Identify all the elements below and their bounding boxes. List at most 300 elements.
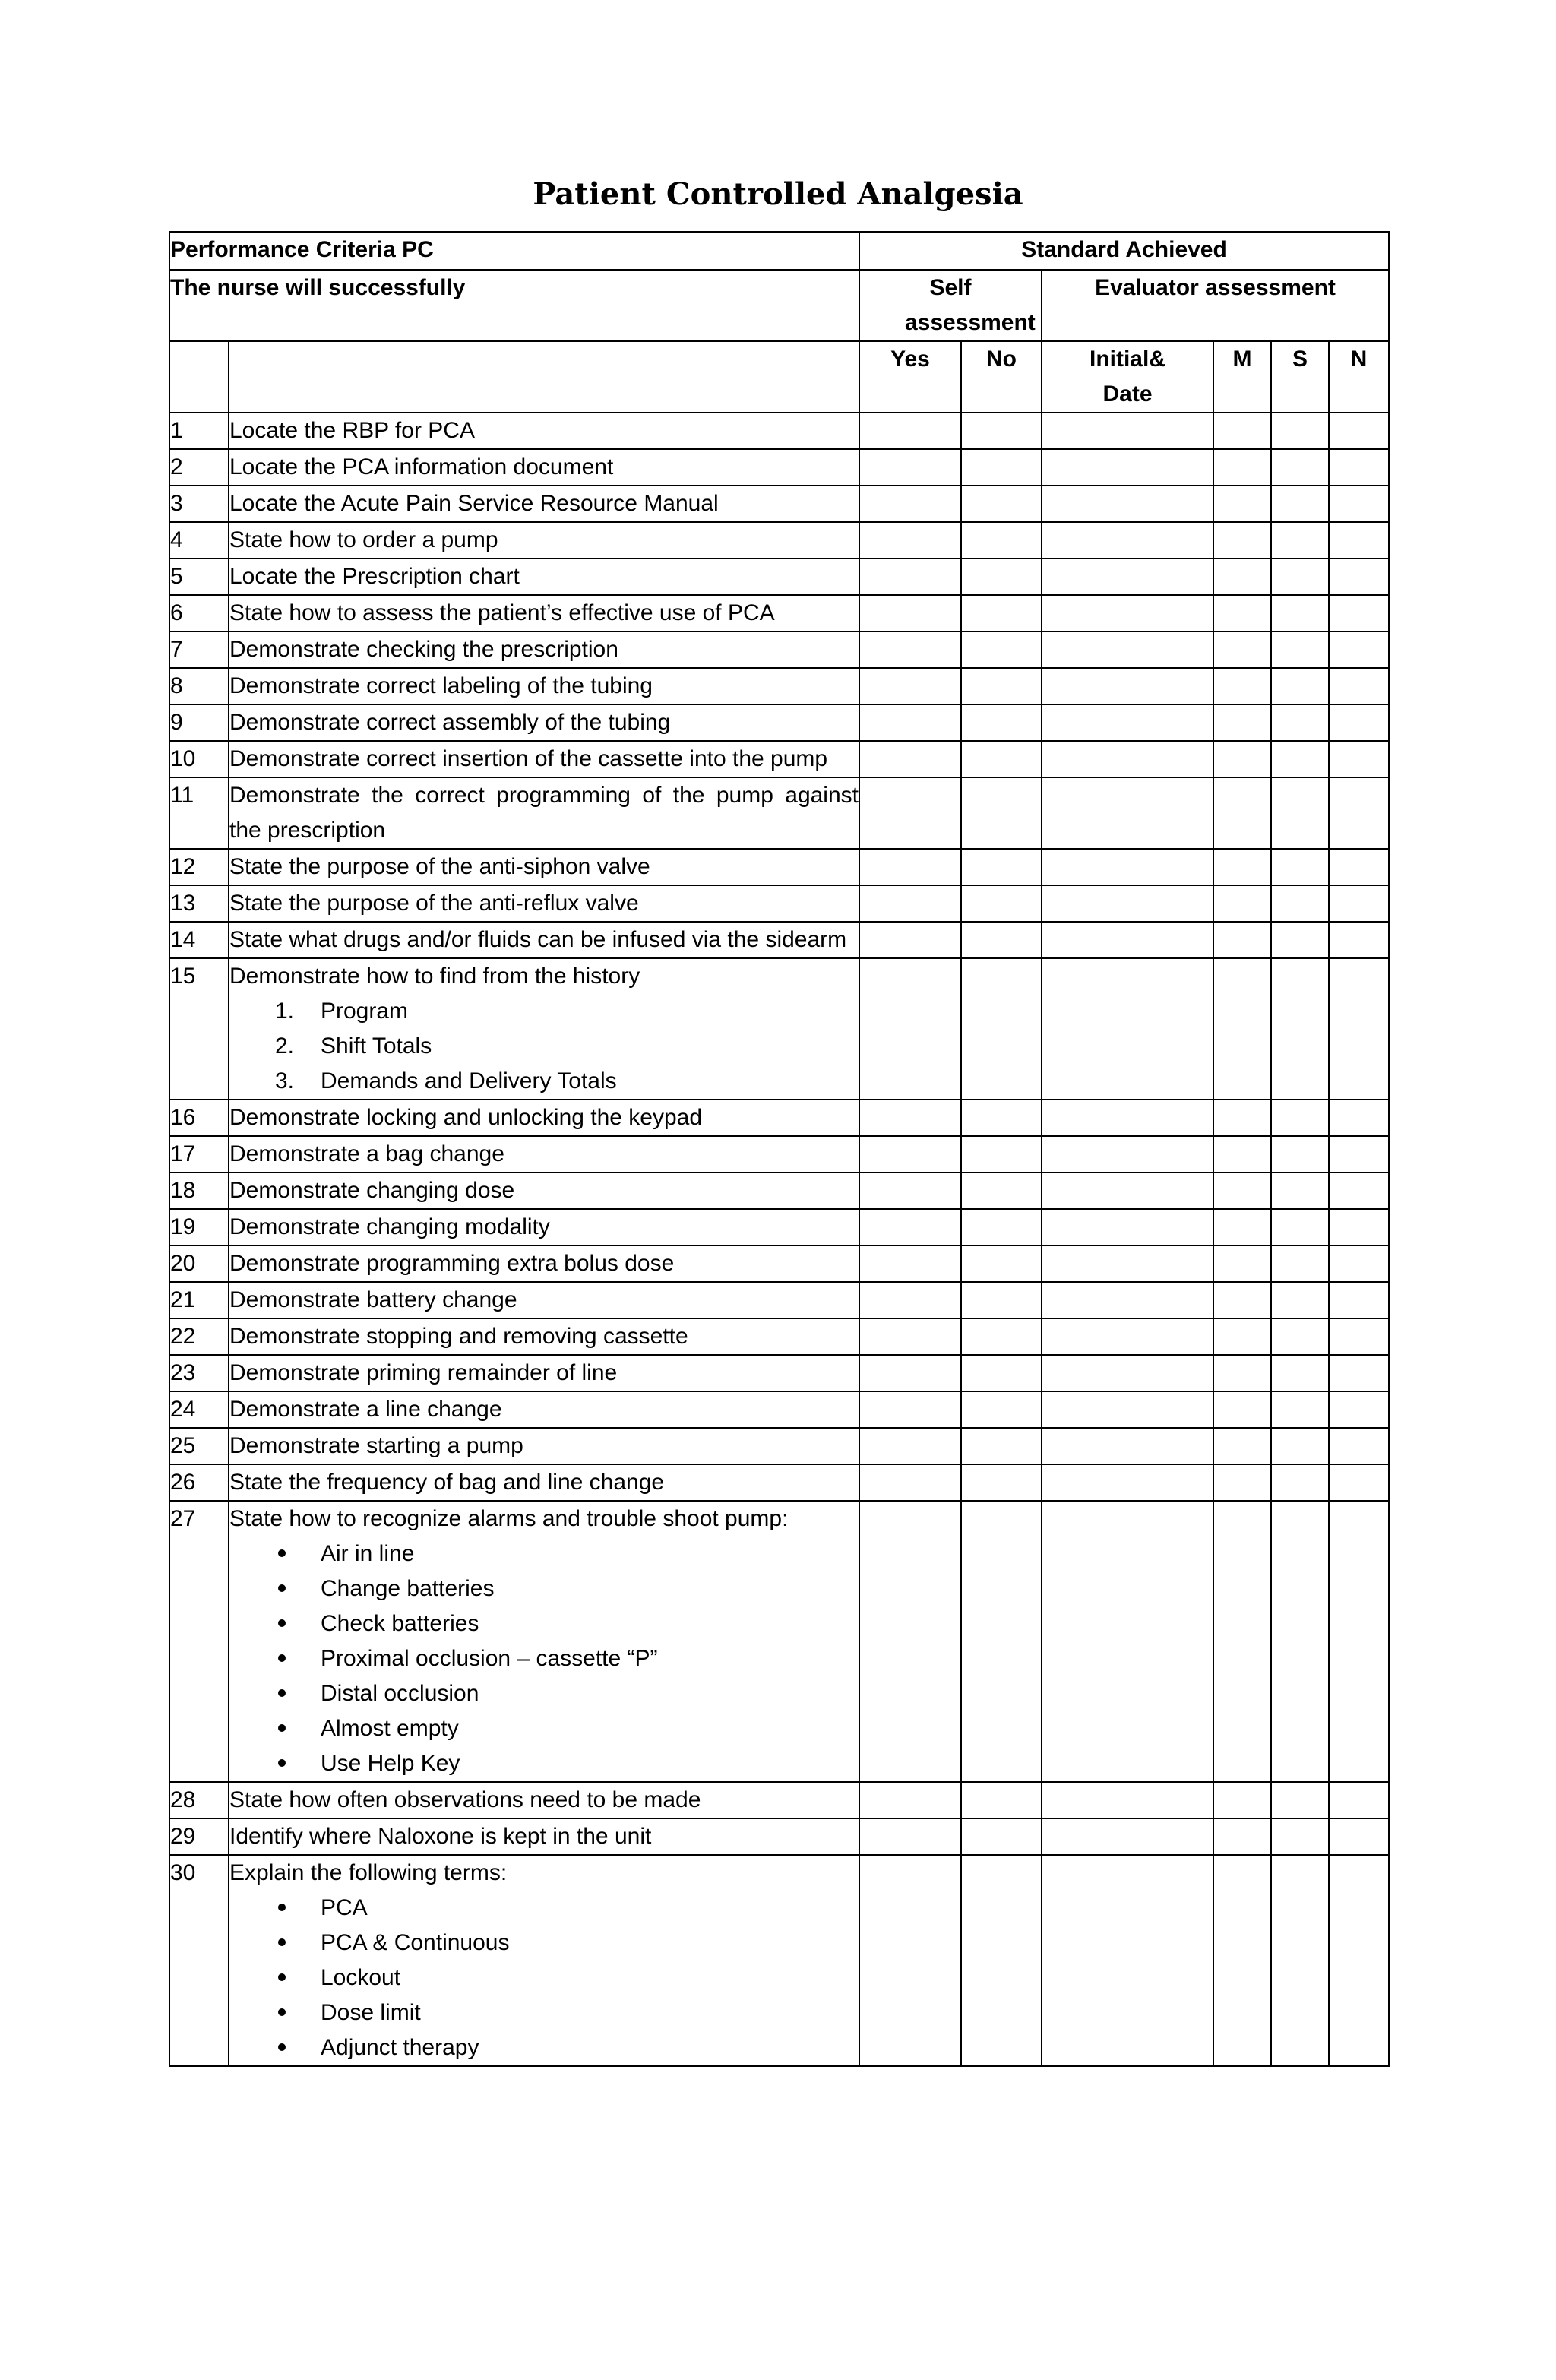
self-no-cell[interactable] xyxy=(961,777,1042,849)
initial-date-cell[interactable] xyxy=(1042,486,1213,522)
m-cell[interactable] xyxy=(1213,559,1271,595)
m-cell[interactable] xyxy=(1213,1245,1271,1282)
self-no-cell[interactable] xyxy=(961,668,1042,704)
self-yes-cell[interactable] xyxy=(859,449,961,486)
row-number: 18 xyxy=(169,1173,229,1209)
self-yes-cell[interactable] xyxy=(859,413,961,449)
self-yes-cell[interactable] xyxy=(859,486,961,522)
criterion-text: Demonstrate the correct programming of the pump against the prescription xyxy=(229,783,859,843)
n-cell[interactable] xyxy=(1329,631,1389,668)
list-number: 2. xyxy=(275,1033,295,1059)
n-cell[interactable] xyxy=(1329,1464,1389,1501)
page-title: Patient Controlled Analgesia xyxy=(533,176,1023,212)
table-row xyxy=(169,1209,1389,1245)
s-cell[interactable] xyxy=(1271,522,1329,559)
self-yes-cell[interactable] xyxy=(859,849,961,885)
standard-achieved-header: Standard Achieved xyxy=(859,232,1389,270)
self-no-cell[interactable] xyxy=(961,1282,1042,1318)
table-row xyxy=(169,1173,1389,1209)
initial-date-cell[interactable] xyxy=(1042,631,1213,668)
s-cell[interactable] xyxy=(1271,1136,1329,1173)
s-cell[interactable] xyxy=(1271,1100,1329,1136)
row-number: 4 xyxy=(169,522,229,559)
self-no-cell[interactable] xyxy=(961,1391,1042,1428)
bullet-icon xyxy=(275,2030,305,2065)
m-header: M xyxy=(1213,341,1271,413)
n-cell[interactable] xyxy=(1329,668,1389,704)
initial-date-cell[interactable] xyxy=(1042,668,1213,704)
n-cell[interactable] xyxy=(1329,1136,1389,1173)
list-item-text: Adjunct therapy xyxy=(321,2035,479,2060)
bullet-icon xyxy=(275,1571,305,1606)
initial-date-cell[interactable] xyxy=(1042,1391,1213,1428)
n-cell[interactable] xyxy=(1329,1282,1389,1318)
self-no-cell[interactable] xyxy=(961,1818,1042,1855)
initial-date-cell[interactable] xyxy=(1042,1428,1213,1464)
list-item xyxy=(229,1064,859,1099)
self-no-cell[interactable] xyxy=(961,704,1042,741)
self-yes-cell[interactable] xyxy=(859,559,961,595)
list-item xyxy=(229,1891,859,1926)
table-row xyxy=(169,1501,1389,1782)
s-cell[interactable] xyxy=(1271,1391,1329,1428)
n-cell[interactable] xyxy=(1329,486,1389,522)
self-yes-cell[interactable] xyxy=(859,1782,961,1818)
table-row xyxy=(169,1782,1389,1818)
m-cell[interactable] xyxy=(1213,704,1271,741)
s-cell[interactable] xyxy=(1271,885,1329,922)
self-no-cell[interactable] xyxy=(961,1782,1042,1818)
m-cell[interactable] xyxy=(1213,1782,1271,1818)
criterion-text: State how to recognize alarms and trouble shoot pump: xyxy=(229,1506,789,1531)
self-no-cell[interactable] xyxy=(961,922,1042,958)
initial-date-cell[interactable] xyxy=(1042,595,1213,631)
self-yes-cell[interactable] xyxy=(859,1501,961,1782)
self-no-cell[interactable] xyxy=(961,522,1042,559)
row-number: 28 xyxy=(169,1782,229,1818)
self-yes-cell[interactable] xyxy=(859,1428,961,1464)
initial-date-cell[interactable] xyxy=(1042,1782,1213,1818)
criterion-text: Demonstrate priming remainder of line xyxy=(229,1360,618,1385)
initial-date-cell[interactable] xyxy=(1042,922,1213,958)
m-cell[interactable] xyxy=(1213,922,1271,958)
n-cell[interactable] xyxy=(1329,1501,1389,1782)
n-cell[interactable] xyxy=(1329,1428,1389,1464)
row-number: 13 xyxy=(169,885,229,922)
self-no-cell[interactable] xyxy=(961,1318,1042,1355)
n-cell[interactable] xyxy=(1329,595,1389,631)
self-yes-cell[interactable] xyxy=(859,704,961,741)
criterion-sub-list xyxy=(229,994,859,1099)
row-number: 27 xyxy=(169,1501,229,1782)
evaluator-assessment-header: Evaluator assessment xyxy=(1042,270,1389,341)
list-item xyxy=(229,1926,859,1961)
initial-date-cell[interactable] xyxy=(1042,777,1213,849)
list-item-text: Distal occlusion xyxy=(321,1681,479,1706)
criterion-cell xyxy=(229,413,859,449)
m-cell[interactable] xyxy=(1213,1209,1271,1245)
criterion-cell xyxy=(229,1818,859,1855)
list-item-text: Shift Totals xyxy=(321,1033,432,1059)
criterion-text: Demonstrate changing modality xyxy=(229,1214,550,1239)
n-cell[interactable] xyxy=(1329,704,1389,741)
table-row xyxy=(169,595,1389,631)
n-cell[interactable] xyxy=(1329,741,1389,777)
table-row xyxy=(169,885,1389,922)
self-no-cell[interactable] xyxy=(961,1136,1042,1173)
criterion-cell xyxy=(229,958,859,1100)
table-row xyxy=(169,413,1389,449)
table-row xyxy=(169,1464,1389,1501)
list-item xyxy=(229,994,859,1029)
s-cell[interactable] xyxy=(1271,1464,1329,1501)
initial-date-cell[interactable] xyxy=(1042,849,1213,885)
s-header: S xyxy=(1271,341,1329,413)
list-number: 1. xyxy=(275,999,295,1024)
n-cell[interactable] xyxy=(1329,922,1389,958)
criterion-cell xyxy=(229,559,859,595)
s-cell[interactable] xyxy=(1271,413,1329,449)
m-cell[interactable] xyxy=(1213,1318,1271,1355)
criterion-cell xyxy=(229,1355,859,1391)
initial-date-cell[interactable] xyxy=(1042,1318,1213,1355)
criterion-text: State how to order a pump xyxy=(229,527,498,552)
s-cell[interactable] xyxy=(1271,704,1329,741)
criterion-cell xyxy=(229,741,859,777)
self-no-cell[interactable] xyxy=(961,1100,1042,1136)
initial-date-cell[interactable] xyxy=(1042,1173,1213,1209)
self-no-cell[interactable] xyxy=(961,631,1042,668)
criterion-text: State what drugs and/or fluids can be infused via the sidearm xyxy=(229,927,847,952)
self-no-cell[interactable] xyxy=(961,958,1042,1100)
performance-criteria-header: Performance Criteria PC xyxy=(169,232,859,270)
initial-date-cell[interactable] xyxy=(1042,885,1213,922)
row-number: 15 xyxy=(169,958,229,1100)
row-number: 12 xyxy=(169,849,229,885)
table-row xyxy=(169,849,1389,885)
initial-date-cell[interactable] xyxy=(1042,1501,1213,1782)
initial-date-cell[interactable] xyxy=(1042,1209,1213,1245)
table-row xyxy=(169,1391,1389,1428)
self-no-cell[interactable] xyxy=(961,595,1042,631)
m-cell[interactable] xyxy=(1213,1173,1271,1209)
criterion-text: State how to assess the patient’s effective use of PCA xyxy=(229,600,775,625)
self-yes-cell[interactable] xyxy=(859,885,961,922)
self-yes-cell[interactable] xyxy=(859,741,961,777)
m-cell[interactable] xyxy=(1213,1464,1271,1501)
n-cell[interactable] xyxy=(1329,1782,1389,1818)
criterion-text: Demonstrate correct labeling of the tubing xyxy=(229,673,653,698)
self-yes-cell[interactable] xyxy=(859,1855,961,2066)
self-yes-cell[interactable] xyxy=(859,1209,961,1245)
criterion-text: Demonstrate programming extra bolus dose xyxy=(229,1251,675,1276)
initial-date-cell[interactable] xyxy=(1042,1136,1213,1173)
criterion-text: Locate the PCA information document xyxy=(229,454,614,479)
s-cell[interactable] xyxy=(1271,559,1329,595)
m-cell[interactable] xyxy=(1213,522,1271,559)
bullet-icon xyxy=(275,1746,305,1781)
self-no-cell[interactable] xyxy=(961,1464,1042,1501)
s-cell[interactable] xyxy=(1271,486,1329,522)
m-cell[interactable] xyxy=(1213,885,1271,922)
initial-date-cell[interactable] xyxy=(1042,1245,1213,1282)
s-cell[interactable] xyxy=(1271,1501,1329,1782)
criterion-cell xyxy=(229,1245,859,1282)
s-cell[interactable] xyxy=(1271,849,1329,885)
n-cell[interactable] xyxy=(1329,958,1389,1100)
n-cell[interactable] xyxy=(1329,1818,1389,1855)
initial-date-cell[interactable] xyxy=(1042,741,1213,777)
s-cell[interactable] xyxy=(1271,741,1329,777)
self-yes-cell[interactable] xyxy=(859,1100,961,1136)
n-cell[interactable] xyxy=(1329,1855,1389,2066)
list-item xyxy=(229,1537,859,1571)
m-cell[interactable] xyxy=(1213,849,1271,885)
n-cell[interactable] xyxy=(1329,522,1389,559)
initial-date-cell[interactable] xyxy=(1042,958,1213,1100)
n-cell[interactable] xyxy=(1329,1355,1389,1391)
initial-date-cell[interactable] xyxy=(1042,1282,1213,1318)
row-number: 6 xyxy=(169,595,229,631)
m-cell[interactable] xyxy=(1213,486,1271,522)
criterion-text: Demonstrate a bag change xyxy=(229,1141,504,1166)
criterion-cell xyxy=(229,1782,859,1818)
list-item-text: Check batteries xyxy=(321,1611,479,1636)
criterion-cell xyxy=(229,885,859,922)
m-cell[interactable] xyxy=(1213,631,1271,668)
bullet-icon xyxy=(275,1926,305,1961)
row-number: 9 xyxy=(169,704,229,741)
s-cell[interactable] xyxy=(1271,1782,1329,1818)
self-assessment-label: Self assessment xyxy=(905,275,1036,335)
s-cell[interactable] xyxy=(1271,1173,1329,1209)
self-yes-cell[interactable] xyxy=(859,958,961,1100)
row-number: 2 xyxy=(169,449,229,486)
list-item xyxy=(229,1029,859,1064)
s-cell[interactable] xyxy=(1271,595,1329,631)
s-cell[interactable] xyxy=(1271,1318,1329,1355)
self-yes-cell[interactable] xyxy=(859,1318,961,1355)
m-cell[interactable] xyxy=(1213,1391,1271,1428)
s-cell[interactable] xyxy=(1271,1855,1329,2066)
bullet-icon xyxy=(275,1995,305,2030)
initial-date-header xyxy=(1042,341,1213,413)
self-yes-cell[interactable] xyxy=(859,1391,961,1428)
self-no-cell[interactable] xyxy=(961,413,1042,449)
list-item xyxy=(229,1711,859,1746)
self-yes-cell[interactable] xyxy=(859,1464,961,1501)
table-row xyxy=(169,559,1389,595)
list-item-text: PCA & Continuous xyxy=(321,1930,510,1955)
n-cell[interactable] xyxy=(1329,1245,1389,1282)
row-number: 29 xyxy=(169,1818,229,1855)
self-yes-cell[interactable] xyxy=(859,1173,961,1209)
m-cell[interactable] xyxy=(1213,1355,1271,1391)
criterion-text: State how often observations need to be made xyxy=(229,1787,701,1812)
m-cell[interactable] xyxy=(1213,413,1271,449)
criterion-text: Demonstrate checking the prescription xyxy=(229,637,618,662)
s-cell[interactable] xyxy=(1271,922,1329,958)
s-cell[interactable] xyxy=(1271,449,1329,486)
s-cell[interactable] xyxy=(1271,1282,1329,1318)
initial-date-cell[interactable] xyxy=(1042,1818,1213,1855)
criterion-text: State the purpose of the anti-reflux valve xyxy=(229,891,639,916)
list-item-text: Program xyxy=(321,999,409,1024)
s-cell[interactable] xyxy=(1271,1355,1329,1391)
self-yes-cell[interactable] xyxy=(859,1136,961,1173)
n-cell[interactable] xyxy=(1329,777,1389,849)
table-row xyxy=(169,777,1389,849)
criterion-cell xyxy=(229,1100,859,1136)
s-cell[interactable] xyxy=(1271,1818,1329,1855)
self-yes-cell[interactable] xyxy=(859,631,961,668)
self-no-cell[interactable] xyxy=(961,486,1042,522)
criterion-text: Demonstrate how to find from the history xyxy=(229,964,640,989)
criterion-cell xyxy=(229,1173,859,1209)
self-no-cell[interactable] xyxy=(961,1355,1042,1391)
self-yes-cell[interactable] xyxy=(859,777,961,849)
n-cell[interactable] xyxy=(1329,1391,1389,1428)
self-no-cell[interactable] xyxy=(961,1173,1042,1209)
table-row xyxy=(169,1818,1389,1855)
nurse-header: The nurse will successfully xyxy=(169,270,859,341)
criterion-text: Demonstrate battery change xyxy=(229,1287,517,1312)
list-item-text: Lockout xyxy=(321,1965,401,1990)
self-yes-cell[interactable] xyxy=(859,1245,961,1282)
self-no-cell[interactable] xyxy=(961,1245,1042,1282)
m-cell[interactable] xyxy=(1213,1855,1271,2066)
yes-header: Yes xyxy=(859,341,961,413)
m-cell[interactable] xyxy=(1213,958,1271,1100)
m-cell[interactable] xyxy=(1213,1818,1271,1855)
self-no-cell[interactable] xyxy=(961,449,1042,486)
s-cell[interactable] xyxy=(1271,958,1329,1100)
s-cell[interactable] xyxy=(1271,777,1329,849)
row-number: 24 xyxy=(169,1391,229,1428)
n-cell[interactable] xyxy=(1329,1173,1389,1209)
table-row xyxy=(169,1245,1389,1282)
criterion-text: Demonstrate stopping and removing cassette xyxy=(229,1324,688,1349)
bullet-icon xyxy=(275,1676,305,1711)
initial-date-cell[interactable] xyxy=(1042,413,1213,449)
criterion-text: Demonstrate locking and unlocking the keypad xyxy=(229,1105,703,1130)
m-cell[interactable] xyxy=(1213,1501,1271,1782)
initial-date-cell[interactable] xyxy=(1042,1355,1213,1391)
self-yes-cell[interactable] xyxy=(859,922,961,958)
table-row xyxy=(169,1318,1389,1355)
criterion-text: Locate the Acute Pain Service Resource Manual xyxy=(229,491,719,516)
bullet-icon xyxy=(275,1961,305,1995)
n-cell[interactable] xyxy=(1329,1100,1389,1136)
row-number: 21 xyxy=(169,1282,229,1318)
self-yes-cell[interactable] xyxy=(859,1818,961,1855)
initial-date-cell[interactable] xyxy=(1042,522,1213,559)
criterion-cell xyxy=(229,849,859,885)
self-no-cell[interactable] xyxy=(961,1855,1042,2066)
initial-date-cell[interactable] xyxy=(1042,1855,1213,2066)
bullet-icon xyxy=(275,1537,305,1571)
list-item-text: Almost empty xyxy=(321,1716,459,1741)
m-cell[interactable] xyxy=(1213,1282,1271,1318)
row-number: 25 xyxy=(169,1428,229,1464)
m-cell[interactable] xyxy=(1213,1428,1271,1464)
s-cell[interactable] xyxy=(1271,668,1329,704)
criterion-text: Demonstrate changing dose xyxy=(229,1178,515,1203)
initial-date-cell[interactable] xyxy=(1042,559,1213,595)
n-cell[interactable] xyxy=(1329,1209,1389,1245)
s-cell[interactable] xyxy=(1271,1209,1329,1245)
self-no-cell[interactable] xyxy=(961,1501,1042,1782)
criterion-cell xyxy=(229,777,859,849)
list-item xyxy=(229,1606,859,1641)
table-row xyxy=(169,958,1389,1100)
competency-table xyxy=(169,231,1390,2067)
list-item-text: Demands and Delivery Totals xyxy=(321,1068,617,1093)
m-cell[interactable] xyxy=(1213,1136,1271,1173)
self-no-cell[interactable] xyxy=(961,1209,1042,1245)
m-cell[interactable] xyxy=(1213,741,1271,777)
s-cell[interactable] xyxy=(1271,1245,1329,1282)
self-no-cell[interactable] xyxy=(961,741,1042,777)
list-item xyxy=(229,2030,859,2065)
n-cell[interactable] xyxy=(1329,1318,1389,1355)
initial-date-label: Initial& Date xyxy=(1089,347,1165,407)
initial-date-cell[interactable] xyxy=(1042,704,1213,741)
initial-date-cell[interactable] xyxy=(1042,449,1213,486)
row-number: 17 xyxy=(169,1136,229,1173)
self-yes-cell[interactable] xyxy=(859,595,961,631)
self-no-cell[interactable] xyxy=(961,1428,1042,1464)
s-cell[interactable] xyxy=(1271,1428,1329,1464)
initial-date-cell[interactable] xyxy=(1042,1464,1213,1501)
s-cell[interactable] xyxy=(1271,631,1329,668)
m-cell[interactable] xyxy=(1213,449,1271,486)
self-no-cell[interactable] xyxy=(961,885,1042,922)
n-cell[interactable] xyxy=(1329,849,1389,885)
table-row xyxy=(169,922,1389,958)
criterion-text: Demonstrate starting a pump xyxy=(229,1433,523,1458)
self-no-cell[interactable] xyxy=(961,559,1042,595)
list-item-text: Change batteries xyxy=(321,1576,495,1601)
table-row xyxy=(169,1355,1389,1391)
self-yes-cell[interactable] xyxy=(859,1282,961,1318)
n-cell[interactable] xyxy=(1329,885,1389,922)
blank-text-header xyxy=(229,341,859,413)
criterion-cell xyxy=(229,1318,859,1355)
m-cell[interactable] xyxy=(1213,595,1271,631)
table-row xyxy=(169,631,1389,668)
self-yes-cell[interactable] xyxy=(859,668,961,704)
n-cell[interactable] xyxy=(1329,413,1389,449)
list-item xyxy=(229,1746,859,1781)
self-no-cell[interactable] xyxy=(961,849,1042,885)
criterion-text: Demonstrate correct insertion of the cassette into the pump xyxy=(229,746,828,771)
table-row xyxy=(169,668,1389,704)
initial-date-cell[interactable] xyxy=(1042,1100,1213,1136)
m-cell[interactable] xyxy=(1213,777,1271,849)
m-cell[interactable] xyxy=(1213,668,1271,704)
row-number: 7 xyxy=(169,631,229,668)
n-cell[interactable] xyxy=(1329,449,1389,486)
m-cell[interactable] xyxy=(1213,1100,1271,1136)
self-yes-cell[interactable] xyxy=(859,1355,961,1391)
criterion-sub-list xyxy=(229,1891,859,2065)
self-yes-cell[interactable] xyxy=(859,522,961,559)
row-number: 26 xyxy=(169,1464,229,1501)
n-cell[interactable] xyxy=(1329,559,1389,595)
list-item xyxy=(229,1961,859,1995)
criterion-cell xyxy=(229,1209,859,1245)
